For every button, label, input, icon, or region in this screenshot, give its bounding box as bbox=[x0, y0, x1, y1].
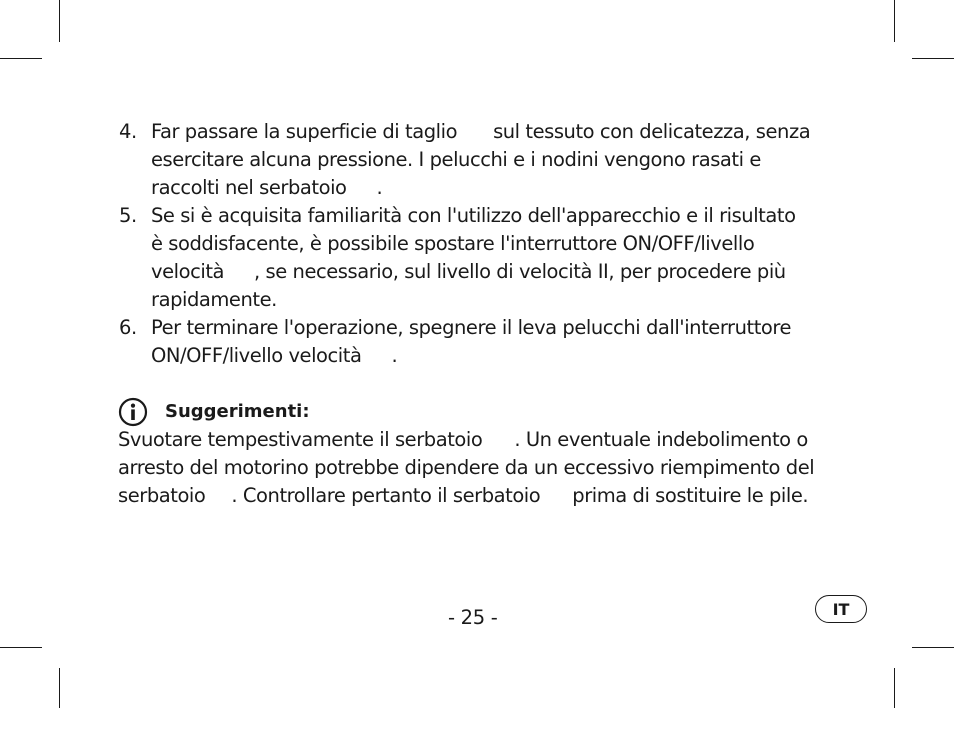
language-badge: IT bbox=[815, 595, 867, 623]
crop-mark-bottom-left-vertical bbox=[59, 668, 60, 708]
crop-mark-top-left-vertical bbox=[59, 0, 60, 42]
instruction-steps bbox=[118, 118, 848, 370]
text-line: velocità , se necessario, sul livello di velocità II, per procedere più bbox=[151, 260, 786, 283]
tips-title: Suggerimenti: bbox=[165, 401, 310, 422]
text-line: Far passare la superficie di taglio sul tessuto con delicatezza, senza bbox=[151, 120, 811, 143]
step-4 bbox=[118, 118, 848, 202]
text-line: Per terminare l'operazione, spegnere il leva pelucchi dall'interruttore bbox=[151, 316, 792, 339]
step-number: 4. bbox=[119, 120, 137, 143]
manual-content bbox=[118, 118, 848, 510]
step-6 bbox=[118, 314, 848, 370]
step-number: 6. bbox=[119, 316, 137, 339]
text-line: ON/OFF/livello velocità . bbox=[151, 344, 398, 367]
step-text bbox=[151, 314, 848, 370]
text-line: raccolti nel serbatoio . bbox=[151, 176, 383, 199]
crop-mark-top-right-vertical bbox=[894, 0, 895, 42]
step-text bbox=[151, 202, 848, 314]
text-line: Svuotare tempestivamente il serbatoio . Un eventuale indebolimento o bbox=[118, 428, 808, 451]
crop-mark-bottom-right-horizontal bbox=[912, 647, 954, 648]
crop-mark-bottom-left-horizontal bbox=[0, 647, 42, 648]
step-text bbox=[151, 118, 848, 202]
text-line: arresto del motorino potrebbe dipendere da un eccessivo riempimento del bbox=[118, 456, 815, 479]
tips-header bbox=[118, 398, 848, 426]
tips-section bbox=[118, 398, 848, 510]
page-number: - 25 - bbox=[448, 606, 498, 629]
text-line: serbatoio . Controllare pertanto il serbatoio prima di sostituire le pile. bbox=[118, 484, 809, 507]
crop-mark-top-left-horizontal bbox=[0, 58, 42, 59]
step-5 bbox=[118, 202, 848, 314]
tips-text bbox=[118, 426, 848, 510]
step-number: 5. bbox=[119, 204, 137, 227]
text-line: esercitare alcuna pressione. I pelucchi e i nodini vengono rasati e bbox=[151, 148, 761, 171]
crop-mark-bottom-right-vertical bbox=[894, 668, 895, 708]
info-icon bbox=[118, 397, 148, 427]
text-line: è soddisfacente, è possibile spostare l'interruttore ON/OFF/livello bbox=[151, 232, 755, 255]
crop-mark-top-right-horizontal bbox=[912, 58, 954, 59]
text-line: rapidamente. bbox=[151, 288, 277, 311]
text-line: Se si è acquisita familiarità con l'utilizzo dell'apparecchio e il risultato bbox=[151, 204, 796, 227]
